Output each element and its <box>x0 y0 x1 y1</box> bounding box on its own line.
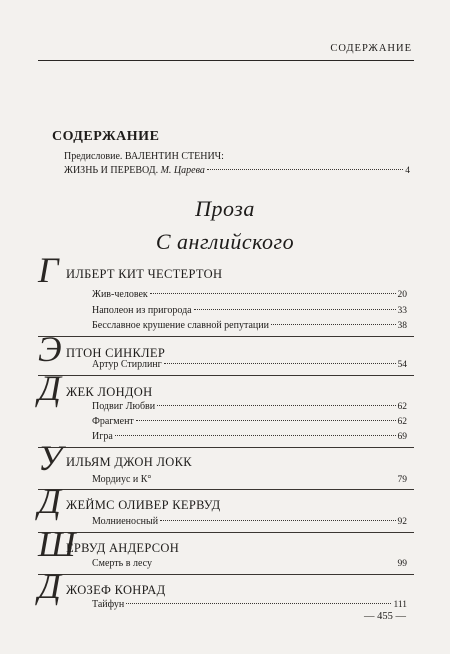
preface-title-1: Предисловие. ВАЛЕНТИН СТЕНИЧ: <box>64 151 224 162</box>
drop-cap: Э <box>38 329 62 369</box>
toc-entry <box>92 401 407 412</box>
drop-cap: Д <box>38 566 61 606</box>
author-heading <box>38 252 222 288</box>
toc-entry <box>92 416 407 427</box>
work-title: Жив-человек <box>92 289 148 300</box>
author-heading <box>38 526 179 562</box>
page-ref: 62 <box>397 402 407 412</box>
leader-dots <box>157 405 395 406</box>
leader-dots <box>194 309 396 310</box>
author-name: ЖОЗЕФ КОНРАД <box>66 583 166 597</box>
section-title: Проза <box>195 196 255 221</box>
page-ref: 4 <box>405 166 410 176</box>
preface-line-1 <box>64 151 410 162</box>
toc-entry <box>92 320 407 331</box>
preface-author: М. Царева <box>160 165 205 176</box>
drop-cap: Ш <box>38 524 76 564</box>
author-name: ЖЕК ЛОНДОН <box>66 385 153 399</box>
drop-cap: Д <box>38 481 61 521</box>
author-name: ИЛЬЯМ ДЖОН ЛОКК <box>66 455 192 469</box>
author-name: ЕРВУД АНДЕРСОН <box>66 541 180 555</box>
leader-dots <box>271 324 396 325</box>
author-name: ИЛБЕРТ КИТ ЧЕСТЕРТОН <box>66 267 223 281</box>
work-title: Игра <box>92 431 113 442</box>
page-ref: 111 <box>393 600 407 610</box>
leader-dots <box>115 435 396 436</box>
work-title: Тайфун <box>92 599 125 610</box>
author-name: ПТОН СИНКЛЕР <box>66 346 166 360</box>
page-ref: 54 <box>397 360 407 370</box>
leader-dots <box>207 169 403 170</box>
work-title: Фрагмент <box>92 416 134 427</box>
drop-cap: Г <box>38 250 59 290</box>
header-rule <box>38 60 414 61</box>
toc-entry <box>92 289 407 300</box>
author-name: ЖЕЙМС ОЛИВЕР КЕРВУД <box>66 498 221 512</box>
work-title: Молниеносный <box>92 516 159 527</box>
author-heading <box>38 440 192 476</box>
page-number: — 455 — <box>364 611 406 622</box>
page-ref: 38 <box>397 321 407 331</box>
page-ref: 33 <box>397 306 407 316</box>
page-ref: 92 <box>397 517 407 527</box>
page-ref: 79 <box>397 475 407 485</box>
toc-entry <box>92 359 407 370</box>
preface-title-2: ЖИЗНЬ И ПЕРЕВОД. <box>64 165 159 176</box>
work-title: Артур Стирлинг <box>92 359 162 370</box>
leader-dots <box>150 293 396 294</box>
toc-title: СОДЕРЖАНИЕ <box>52 129 160 144</box>
work-title: Наполеон из пригорода <box>92 305 192 316</box>
leader-dots <box>126 603 391 604</box>
running-header: СОДЕРЖАНИЕ <box>330 43 412 54</box>
drop-cap: У <box>38 438 63 478</box>
drop-cap: Д <box>38 368 61 408</box>
subsection-title: С английского <box>155 229 295 254</box>
work-title: Подвиг Любви <box>92 401 156 412</box>
toc-entry <box>92 599 407 610</box>
page-ref: 20 <box>397 290 407 300</box>
leader-dots <box>164 363 396 364</box>
leader-dots <box>136 420 396 421</box>
toc-entry <box>92 305 407 316</box>
work-title: Мордиус и К° <box>92 474 152 485</box>
page-ref: 99 <box>397 559 407 569</box>
page-ref: 62 <box>397 417 407 427</box>
leader-dots <box>160 520 395 521</box>
page-ref: 69 <box>397 432 407 442</box>
work-title: Бесславное крушение славной репутации <box>92 320 269 331</box>
author-heading <box>38 483 220 519</box>
work-title: Смерть в лесу <box>92 558 152 569</box>
preface-line-2 <box>64 165 410 176</box>
